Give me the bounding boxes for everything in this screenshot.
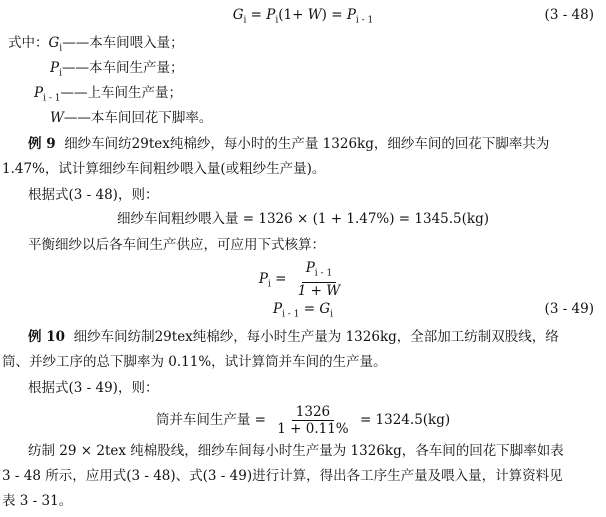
eq49-denominator: 1 + W [297,282,341,299]
eq49-lhs2: P [272,301,283,317]
paragraph-line-2: 3 - 48 所示，应用式(3 - 48)、式(3 - 49)进行计算，得出各工序生产量及喂入量，计算资料见 [2,468,563,484]
example-9-line-4: 平衡细纱以后各车间生产供应，可应用下式核算： [28,237,325,253]
where-item-g [8,33,184,59]
example-10-label: 例 10 [28,329,65,345]
symbol: P [34,85,44,101]
example-9-line-3: 根据式(3 - 48)，则： [28,187,159,203]
example-9-line-2: 1.47%，试计算细纱车间粗纱喂入量(或粗纱生产量)。 [2,161,326,177]
example-10-line-2: 筒、并纱工序的总下脚率为 0.11%，试计算筒并车间的生产量。 [2,354,387,370]
where-item-p-prev [34,83,182,109]
eq49-num-sym: P [305,260,315,276]
equation-3-49-line-2: $P_{i - 1} = G_i$ [272,301,334,320]
example-9-label: 例 9 [28,136,56,152]
paragraph-line-3: 表 3 - 31。 [2,493,73,509]
symbol: P [50,60,60,76]
equation-3-49-line-1: $P_i$ = $\frac{P_{i - 1}}{1 + W}$ [0,260,606,303]
example-10-text: 细纱车间纺制29tex纯棉纱，每小时生产量为 1326kg，全部加工纺制双股线，络 [73,329,559,345]
eq49-num-sub: i - 1 [314,268,333,279]
eq49-lhs2-sub: i - 1 [282,309,300,320]
symbol-sub: i - 1 [43,93,61,104]
where-item-p [50,58,183,84]
where-item-w [50,108,212,128]
symbol-desc: ——上车间生产量； [60,85,182,101]
example-9-calculation: 细纱车间粗纱喂入量 = 1326 × (1 + 1.47%) = 1345.5(kg) [116,211,490,227]
eq49-fraction [294,260,344,299]
paragraph-line-1: 纺制 29 × 2tex 纯棉股线，细纱车间每小时生产量为 1326kg，各车间的回花下脚率如表 [28,443,564,459]
example-9-line-1 [28,134,549,154]
symbol-desc: ——本车间生产量； [61,60,184,76]
eq49-lhs: P [258,270,268,287]
eq49-numerator [302,260,336,283]
symbol: G [48,35,60,51]
calc-rhs: = 1324.5(kg) [359,412,451,428]
example-10-line-1 [28,327,559,347]
equation-3-48-tag: (3 - 48) [544,7,594,23]
equation-3-48: $G_i = P_i(1+ W) = P_{i - 1}$ [232,7,374,26]
example-10-calculation [0,402,606,438]
eq49-rhs2: G [319,301,331,317]
example-10-line-3: 根据式(3 - 49)，则： [28,380,159,396]
calc-denominator: 1 + 0.11% [277,421,349,437]
calc-lhs: 筒并车间生产量 = [155,412,266,428]
example-9-text: 细纱车间纺29tex纯棉纱，每小时的生产量 1326kg，细纱车间的回花下脚率共为 [64,136,550,152]
where-lead: 式中： [8,35,49,51]
calc-numerator: 1326 [292,404,334,421]
symbol-desc: ——本车间回花下脚率。 [63,110,213,126]
calc-fraction [273,404,352,437]
symbol-sub: i [59,43,63,54]
symbol-desc: ——本车间喂入量； [62,35,184,51]
eq49-rhs2-sub: i [330,309,334,320]
eq49-lhs-sub: i [267,279,271,290]
equation-3-49-tag: (3 - 49) [544,301,594,317]
symbol-sub: i [59,68,62,79]
symbol: W [50,110,64,126]
